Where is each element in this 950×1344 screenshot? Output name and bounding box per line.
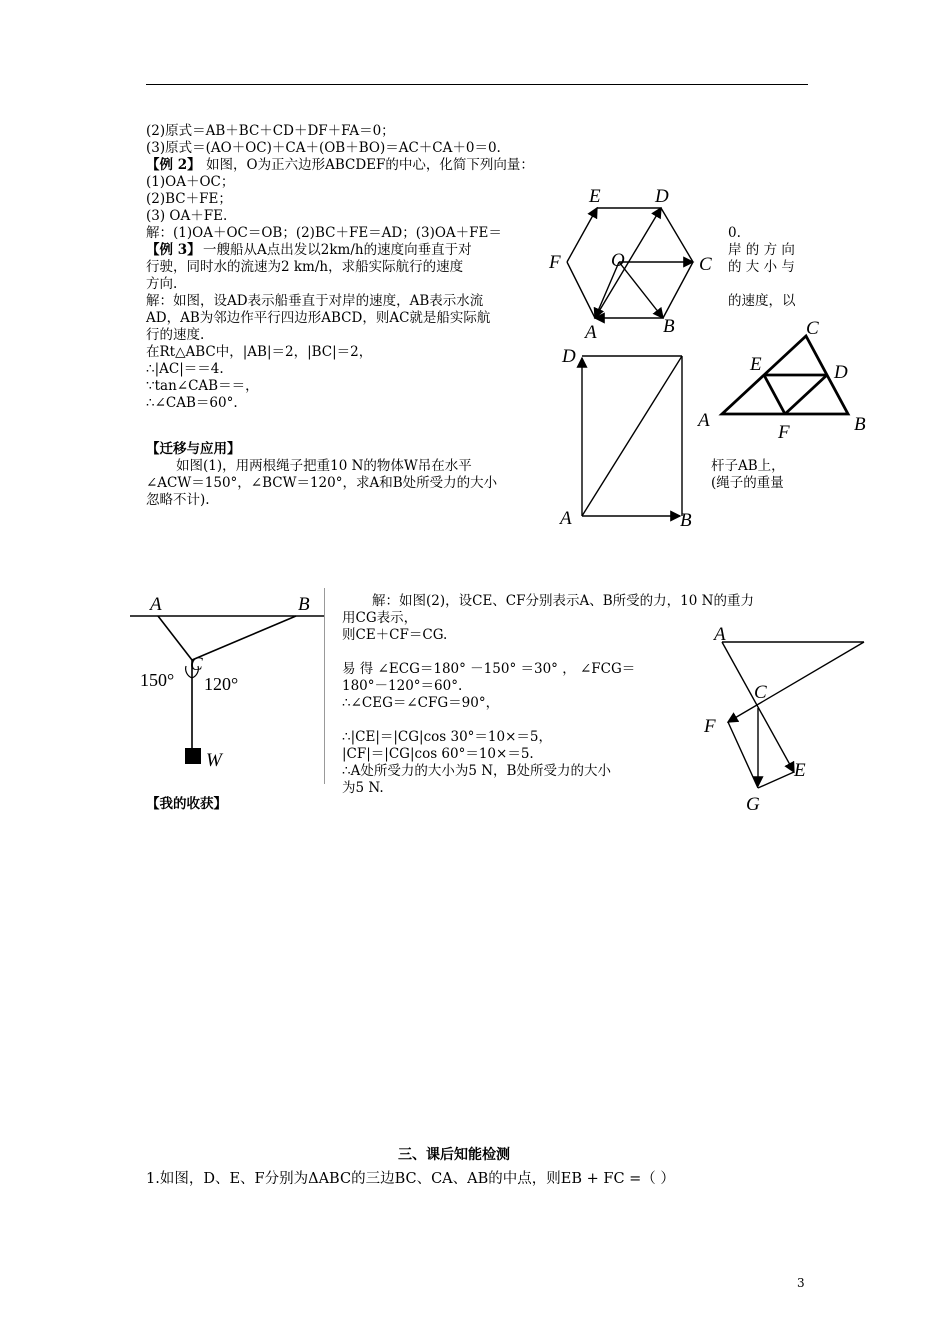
text-line: |CF|＝|CG|cos 60°＝10×＝5. — [342, 746, 534, 762]
text-line: ∠ACW＝150°，∠BCW＝120°，求A和B处所受力的大小 — [146, 475, 498, 491]
vertex-label: D — [562, 346, 576, 367]
text-line: 行驶，同时水的流速为2 km/h，求船实际航行的速度 — [146, 259, 464, 275]
vertex-label: B — [680, 510, 692, 531]
text-line: 一艘船从A点出发以2km/h的速度向垂直于对 — [203, 242, 472, 258]
text-line: 为5 N. — [342, 780, 384, 796]
vertex-label: D — [655, 186, 669, 207]
text-line: 解：(1)OA＋OC＝OB；(2)BC＋FE＝AD；(3)OA＋FE＝ — [146, 225, 502, 241]
vertex-label: B — [663, 316, 675, 337]
text-line: ∴A处所受力的大小为5 N，B处所受力的大小 — [342, 763, 611, 779]
text-line: 的 大 小 与 — [728, 259, 795, 275]
text-line: ∴|AC|＝＝4. — [146, 361, 224, 377]
text-line: 如图(1)，用两根绳子把重10 N的物体W吊在水平 — [176, 458, 472, 474]
text-line: ∴|CE|＝|CG|cos 30°＝10×＝5， — [342, 729, 552, 745]
section-heading: 【我的收获】 — [146, 796, 227, 812]
text-line: (1)OA＋OC； — [146, 174, 235, 190]
point-label: F — [704, 716, 716, 737]
angle-label: 120° — [204, 674, 239, 694]
text-line: 行的速度. — [146, 327, 205, 343]
text-line: 易 得 ∠ECG＝180° －150° ＝30° ， ∠FCG＝ — [342, 661, 636, 677]
text-line: 解：如图，设AD表示船垂直于对岸的速度，AB表示水流 — [146, 293, 484, 309]
vertex-label: B — [854, 414, 866, 435]
page-number: 3 — [797, 1276, 805, 1290]
text-line: 则CE＋CF＝CG. — [342, 627, 448, 643]
point-label: A — [150, 594, 162, 615]
point-label: C — [190, 654, 203, 675]
angle-label: 150° — [140, 670, 175, 690]
vertex-label: A — [585, 322, 597, 342]
vertex-label: A — [560, 508, 572, 529]
point-label: W — [206, 750, 222, 771]
text-line: AD，AB为邻边作平行四边形ABCD，则AC就是船实际航 — [146, 310, 491, 326]
section-heading: 【迁移与应用】 — [146, 441, 241, 457]
point-label: B — [298, 594, 310, 615]
vertex-label: A — [698, 410, 710, 431]
boat-velocity-figure — [556, 340, 706, 535]
text-line: 岸 的 方 向 — [728, 242, 795, 258]
vertex-label: F — [778, 422, 790, 443]
text-line: (绳子的重量 — [711, 475, 784, 491]
point-label: E — [794, 760, 806, 781]
text-line: 解：如图(2)，设CE、CF分别表示A、B所受的力，10 N的重力 — [372, 593, 754, 609]
text-line: 杆子AB上， — [711, 458, 785, 474]
vertex-label: D — [834, 362, 848, 383]
text-line: 用CG表示， — [342, 610, 418, 626]
text-line: 方向. — [146, 276, 178, 292]
point-label: G — [746, 794, 760, 815]
text-line: 忽略不计). — [146, 492, 210, 508]
vertex-label: E — [750, 354, 762, 375]
text-line: (3) OA＋FE. — [146, 208, 228, 224]
vertex-label: E — [589, 186, 601, 207]
text-line: (3)原式＝(AO＋OC)＋CA＋(OB＋BO)＝AC＋CA＋0＝0. — [146, 140, 501, 156]
text-line: 如图，O为正六边形ABCDEF的中心，化简下列向量： — [206, 157, 534, 173]
point-label: A — [714, 624, 726, 645]
text-line: (2)原式＝AB＋BC＋CD＋DF＋FA＝0； — [146, 123, 395, 139]
example-heading: 【例 2】 — [146, 157, 201, 173]
vertex-label: O — [611, 250, 625, 271]
text-line: 0. — [728, 225, 741, 241]
text-line: ∵tan∠CAB＝＝， — [146, 378, 259, 394]
text-line: 的速度，以 — [728, 293, 796, 309]
vertex-label: F — [549, 252, 561, 273]
section-title: 三、课后知能检测 — [398, 1147, 510, 1163]
midpoint-triangle-figure — [692, 318, 882, 448]
example-heading: 【例 3】 — [146, 242, 201, 258]
question-line: 1.如图，D、E、F分别为ΔABC的三边BC、CA、AB的中点，则EB + FC =（ ） — [146, 1171, 675, 1187]
header-rule — [146, 84, 808, 85]
vertex-label: C — [699, 254, 712, 275]
text-line: ∴∠CEG＝∠CFG＝90°， — [342, 695, 500, 711]
text-line: 在Rt△ABC中，|AB|＝2，|BC|＝2， — [146, 344, 373, 360]
point-label: C — [754, 682, 767, 703]
text-line: ∴∠CAB＝60°. — [146, 395, 238, 411]
text-line: (2)BC＋FE； — [146, 191, 232, 207]
force-diagram-figure — [700, 622, 870, 817]
hanging-weight-figure — [128, 586, 328, 771]
vertex-label: C — [806, 318, 819, 339]
text-line: 180°－120°＝60°. — [342, 678, 463, 694]
